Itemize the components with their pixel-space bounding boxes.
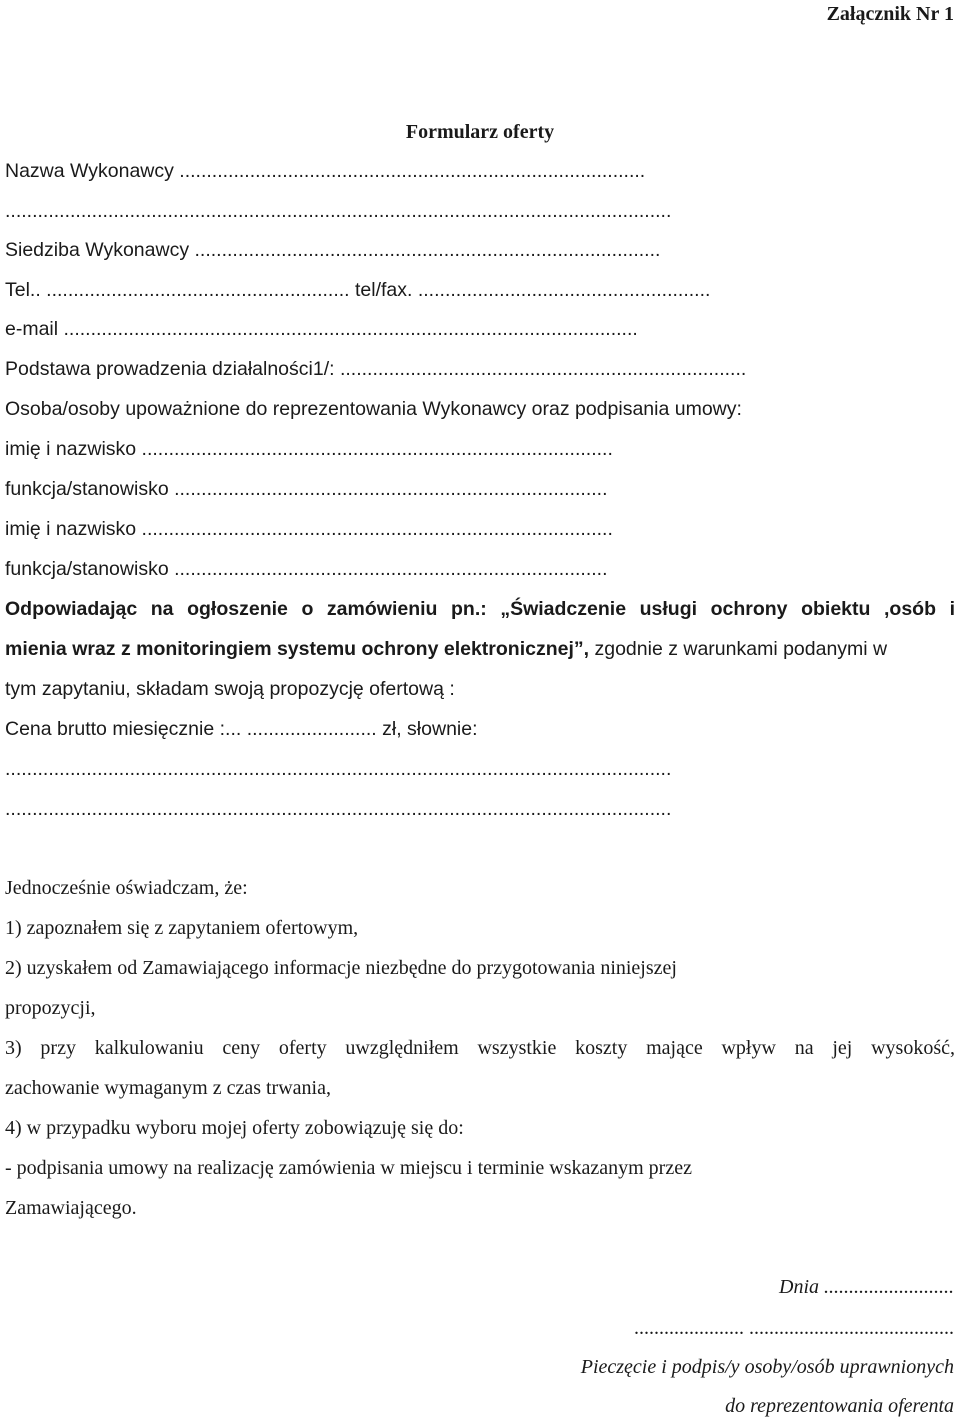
service-name: mienia wraz z monitoringiem systemu ochrony elektronicznej”,: [5, 638, 590, 660]
contractor-name-continuation: ...........................................................................................................................: [5, 200, 672, 222]
declaration-item-3-continuation: zachowanie wymaganym z czas trwania,: [5, 1077, 331, 1099]
offer-intro-line-3: tym zapytaniu, składam swoją propozycję ofertową :: [5, 678, 455, 700]
declaration-item-4-a-continuation: Zamawiającego.: [5, 1197, 137, 1219]
declaration-item-1: 1) zapoznałem się z zapytaniem ofertowym,: [5, 917, 359, 939]
offer-conditions-text: zgodnie z warunkami podanymi w: [589, 638, 888, 660]
signature-date-field: Dnia ..........................: [779, 1276, 954, 1298]
attachment-label: Załącznik Nr 1: [826, 3, 954, 25]
declaration-item-2: 2) uzyskałem od Zamawiającego informacje niezbędne do przygotowania niniejszej: [5, 957, 677, 979]
signature-line: ...................... .........................................: [634, 1317, 954, 1339]
representative-2-position-field: funkcja/stanowisko ................................................................................: [5, 558, 608, 580]
signature-label: Pieczęcie i podpis/y osoby/osób uprawnionych: [580, 1356, 954, 1378]
contractor-name-field: Nazwa Wykonawcy ......................................................................................: [5, 160, 646, 182]
offer-intro-line-1: Odpowiadając na ogłoszenie o zamówieniu pn.: „Świadczenie usługi ochrony obiektu ,osób i: [5, 598, 955, 620]
representative-1-position-field: funkcja/stanowisko ................................................................................: [5, 478, 608, 500]
declaration-item-3: 3) przy kalkulowaniu ceny oferty uwzględniłem wszystkie koszty mające wpływ na jej wysokość,: [5, 1037, 955, 1059]
declarations-intro: Jednocześnie oświadczam, że:: [5, 877, 248, 899]
contractor-seat-field: Siedziba Wykonawcy ......................................................................................: [5, 239, 661, 261]
declaration-item-2-continuation: propozycji,: [5, 997, 96, 1019]
offer-intro-line-2: [5, 637, 887, 661]
contractor-phone-field: Tel.. ........................................................ tel/fax. ......................................................: [5, 279, 711, 301]
price-in-words-line-1: ...........................................................................................................................: [5, 758, 672, 780]
contractor-email-field: e-mail ..........................................................................................................: [5, 318, 638, 340]
signature-label-continuation: do reprezentowania oferenta: [725, 1395, 954, 1417]
declaration-item-4-a: - podpisania umowy na realizację zamówienia w miejscu i terminie wskazanym przez: [5, 1157, 692, 1179]
price-in-words-line-2: ...........................................................................................................................: [5, 798, 672, 820]
declaration-item-4: 4) w przypadku wyboru mojej oferty zobowiązuję się do:: [5, 1117, 464, 1139]
representative-1-name-field: imię i nazwisko .......................................................................................: [5, 438, 613, 460]
representative-2-name-field: imię i nazwisko .......................................................................................: [5, 518, 613, 540]
page-title: Formularz oferty: [405, 121, 555, 143]
monthly-gross-price-field: Cena brutto miesięcznie :... ........................ zł, słownie:: [5, 718, 478, 740]
representatives-intro: Osoba/osoby upoważnione do reprezentowania Wykonawcy oraz podpisania umowy:: [5, 398, 742, 420]
business-basis-field: Podstawa prowadzenia działalności1/: ...........................................................................: [5, 358, 747, 380]
